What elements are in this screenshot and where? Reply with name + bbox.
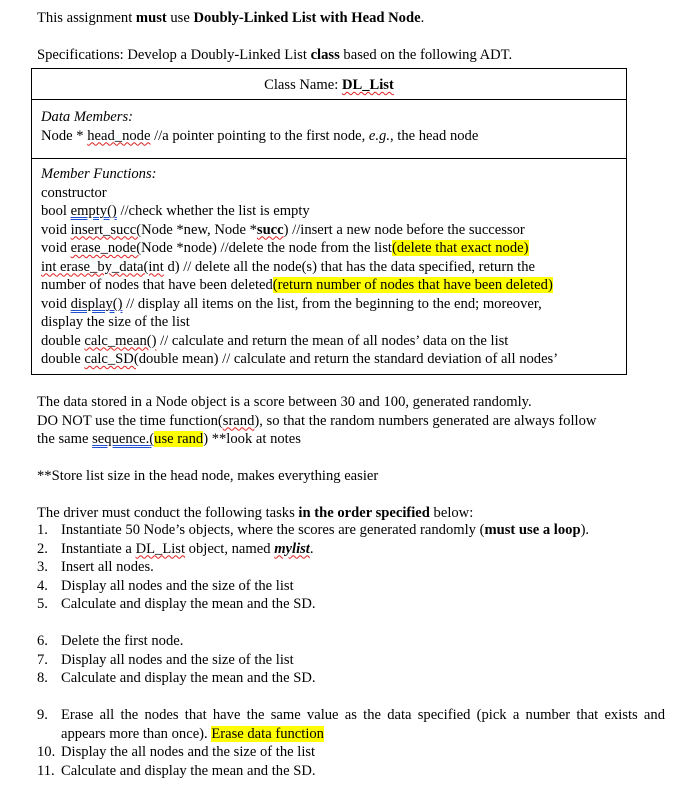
text-run: insert_succ( <box>70 221 142 238</box>
text-run: //check whether the list is empty <box>116 203 310 219</box>
text-run: double <box>41 351 85 367</box>
text-line <box>41 295 626 314</box>
text-line <box>41 239 626 258</box>
text-line <box>37 449 665 468</box>
text-line <box>37 486 665 505</box>
task-number: 11. <box>37 762 55 779</box>
class-name-row <box>32 69 626 100</box>
text-run: Instantiate a <box>61 540 136 557</box>
task-item <box>37 706 665 743</box>
text-run: Node * <box>41 127 88 144</box>
text-run: //a pointer pointing to the first node, <box>150 127 369 144</box>
text-run: display the size of the list <box>41 314 190 330</box>
task-number: 5. <box>37 596 48 612</box>
text-run: Instantiate 50 Node’s objects, where the scores are generated randomly ( <box>61 522 485 538</box>
text-run: based on the following ADT. <box>339 47 513 63</box>
text-run: erase_node( <box>70 240 142 256</box>
text-run: use <box>166 10 194 26</box>
text-run: Display all nodes and the size of the list <box>61 577 294 594</box>
task-number: 9. <box>37 707 48 723</box>
notes-section <box>37 393 665 523</box>
text-line <box>37 9 665 28</box>
text-run: Class Name: <box>264 77 342 93</box>
text-run: // display all items on the list, from the beginning to the end; moreover, <box>122 295 542 312</box>
text-run: constructor <box>41 184 107 201</box>
text-line <box>41 276 626 295</box>
adt-table <box>31 68 627 375</box>
text-run: The data stored in a Node object is a score between 30 and 100, generated randomly. <box>37 394 532 410</box>
text-run: **Store list size in the head node, makes everything easier <box>37 468 379 484</box>
text-run: mylist <box>274 540 310 557</box>
text-run: object, named <box>185 540 275 557</box>
text-run: Calculate and display the mean and the SD. <box>61 762 316 779</box>
task-item <box>37 632 665 651</box>
text-line <box>41 108 626 127</box>
task-item <box>37 669 665 688</box>
text-run: below: <box>429 505 474 521</box>
task-number: 1. <box>37 522 48 538</box>
text-run: must <box>135 10 167 26</box>
text-run: Insert all nodes. <box>61 559 154 575</box>
text-run: number of nodes that have been deleted <box>41 277 273 293</box>
highlighted-text: use rand <box>154 431 204 447</box>
member-functions-row <box>32 159 626 374</box>
text-run: calc_SD( <box>84 351 139 367</box>
text-line <box>41 332 626 351</box>
task-number: 6. <box>37 633 48 649</box>
text-run: the same <box>37 431 93 447</box>
text-run: d) // delete all the node(s) that has the data specified, return the <box>163 258 535 275</box>
text-run: The driver must conduct the following tasks <box>37 505 299 521</box>
text-run: Delete the first node. <box>61 633 184 649</box>
text-line <box>41 202 626 221</box>
text-run: ) **look at notes <box>203 431 301 447</box>
text-run: Specifications: Develop a Doubly-Linked List <box>37 47 311 63</box>
text-line <box>37 412 665 431</box>
text-run: DL_List <box>341 77 394 93</box>
task-number: 4. <box>37 577 48 594</box>
highlighted-text: (return number of nodes that have been deleted) <box>272 277 553 293</box>
text-run: ). <box>580 522 590 538</box>
highlighted-text: (delete that exact node) <box>391 240 529 256</box>
text-line <box>37 430 665 449</box>
text-line <box>32 76 626 95</box>
text-run: Calculate and display the mean and the SD. <box>61 596 316 612</box>
text-run: void <box>41 240 71 256</box>
text-run: ( <box>149 431 155 447</box>
text-run: double mean) // calculate and return the standard deviation of all nodes’ <box>138 351 559 367</box>
task-item <box>37 762 665 781</box>
task-number: 10. <box>37 744 56 760</box>
spacer <box>37 688 665 707</box>
text-run: sequence. <box>92 431 150 447</box>
text-run: ), so that the random numbers generated are always follow <box>254 412 597 429</box>
text-run: This assignment <box>37 10 136 26</box>
task-number: 7. <box>37 651 48 668</box>
text-run: Node *new, Node * <box>141 221 257 238</box>
text-run: Data Members: <box>41 109 134 125</box>
text-run: void <box>41 295 71 312</box>
text-line <box>41 350 626 369</box>
spacer <box>37 614 665 633</box>
task-list <box>37 521 665 780</box>
text-run: Erase all the nodes that have the same value as the data specified (pick a number that exists and appears more than once). <box>61 707 665 742</box>
text-run: ) //insert a new node before the successor <box>283 221 525 238</box>
text-run: empty() <box>70 203 117 219</box>
text-run: , the head node <box>389 127 479 144</box>
text-run: double <box>41 332 85 349</box>
task-item <box>37 521 665 540</box>
text-line <box>37 46 665 65</box>
text-line <box>37 393 665 412</box>
task-item <box>37 595 665 614</box>
intro-section <box>37 9 665 65</box>
text-line <box>41 221 626 240</box>
text-run: Display the all nodes and the size of the list <box>61 744 316 760</box>
task-number: 3. <box>37 559 48 575</box>
text-line <box>41 313 626 332</box>
text-run: Calculate and display the mean and the SD. <box>61 670 316 686</box>
text-run: Doubly-Linked List with Head Node <box>193 10 421 26</box>
text-line <box>37 28 665 47</box>
text-run: bool <box>41 203 71 219</box>
text-line <box>41 165 626 184</box>
task-number: 8. <box>37 670 48 686</box>
text-run: . <box>309 540 314 557</box>
task-item <box>37 743 665 762</box>
text-run: in the order specified <box>298 505 430 521</box>
text-run: Node *node) //delete the node from the list <box>141 240 392 256</box>
text-run: succ <box>256 221 284 238</box>
text-line <box>41 184 626 203</box>
task-number: 2. <box>37 540 48 557</box>
text-run: head_node <box>87 127 151 144</box>
text-line <box>37 467 665 486</box>
text-run: void <box>41 221 71 238</box>
text-run: DL_List <box>135 540 186 557</box>
text-line <box>37 504 665 523</box>
text-run: calc_mean() <box>84 332 157 349</box>
text-run: int erase_by_data(int <box>41 258 164 275</box>
task-item <box>37 558 665 577</box>
text-run: Member Functions: <box>41 166 157 182</box>
text-run: DO NOT use the time function( <box>37 412 223 429</box>
text-run: must use a loop <box>484 522 581 538</box>
data-members-row <box>32 100 626 159</box>
text-run: class <box>310 47 340 63</box>
task-item <box>37 651 665 670</box>
text-line <box>41 258 626 277</box>
task-item <box>37 540 665 559</box>
text-run: . <box>420 10 425 26</box>
text-run: srand <box>222 412 255 429</box>
text-run: // calculate and return the mean of all nodes’ data on the list <box>156 332 509 349</box>
text-run: Display all nodes and the size of the list <box>61 651 294 668</box>
task-item <box>37 577 665 596</box>
text-run: e.g. <box>368 127 390 144</box>
text-line <box>41 127 626 146</box>
highlighted-text: Erase data function <box>211 725 324 742</box>
text-run: display() <box>70 295 123 312</box>
